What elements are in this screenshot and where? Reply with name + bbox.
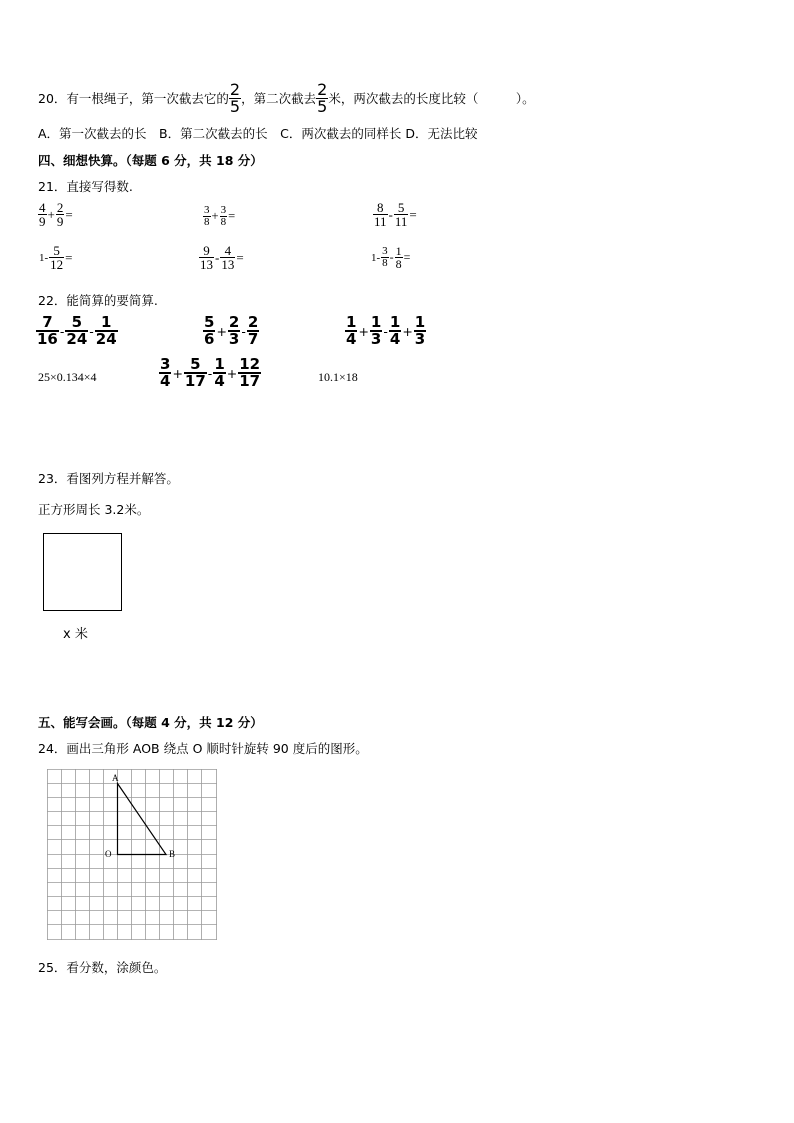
fraction: $\frac{5}{12}$ bbox=[50, 243, 64, 272]
fraction: $\frac{3}{8}$ bbox=[220, 204, 227, 228]
fraction: $\frac{4}{9}$ bbox=[39, 200, 46, 229]
q22-title: 22．能简算的要简算. bbox=[38, 293, 158, 308]
q22-expr-4: 25×0.134×4 bbox=[38, 370, 97, 384]
q23-desc: 正方形周长 3.2米。 bbox=[38, 502, 150, 517]
point-b-label: B bbox=[169, 849, 176, 859]
q20-options: A．第一次截去的长 B．第二次截去的长 C．两次截去的同样长 D．无法比较 bbox=[38, 126, 478, 141]
q21-expr-6: 1- $\frac{3}{8}$ - $\frac{1}{8}$ = bbox=[371, 244, 411, 271]
q21-expr-5: $\frac{9}{13}$ - $\frac{4}{13}$ = bbox=[200, 243, 244, 272]
q20-fraction-1: $\frac{2}{5}$ bbox=[229, 79, 241, 116]
fraction: $\frac{5}{6}$ bbox=[204, 313, 215, 348]
q20-suffix: 米，两次截去的长度比较（ ）。 bbox=[328, 91, 535, 106]
fraction: $\frac{2}{9}$ bbox=[56, 200, 64, 229]
q21-title: 21．直接写得数. bbox=[38, 179, 133, 194]
fraction: $\frac{1}{4}$ bbox=[214, 355, 225, 390]
q23-title: 23．看图列方程并解答。 bbox=[38, 471, 179, 486]
q22-expr-5: $\frac{3}{4}$ + $\frac{5}{17}$ - $\frac{1}{4}$ + $\frac{12}{17}$ bbox=[160, 355, 261, 390]
q24-grid-svg bbox=[47, 769, 217, 940]
fraction: $\frac{5}{24}$ bbox=[66, 313, 88, 348]
fraction: $\frac{7}{16}$ bbox=[37, 313, 58, 348]
point-o-label: O bbox=[105, 849, 112, 859]
fraction: $\frac{12}{17}$ bbox=[239, 355, 261, 390]
q23-square bbox=[43, 533, 122, 611]
q20-stem bbox=[38, 78, 535, 118]
q22-expr-2: $\frac{5}{6}$ + $\frac{2}{3}$ - $\frac{2}{7}$ bbox=[204, 313, 259, 348]
q24-title: 24．画出三角形 AOB 绕点 O 顺时针旋转 90 度后的图形。 bbox=[38, 741, 368, 756]
fraction: $\frac{1}{3}$ bbox=[370, 313, 382, 348]
fraction: $\frac{9}{13}$ bbox=[200, 243, 213, 272]
q22-expr-6: 10.1×18 bbox=[318, 370, 358, 384]
fraction: $\frac{3}{8}$ bbox=[382, 245, 388, 269]
fraction: $\frac{1}{24}$ bbox=[95, 313, 117, 348]
q22-expr-3: $\frac{1}{4}$ + $\frac{1}{3}$ - $\frac{1}{4}$ + $\frac{1}{3}$ bbox=[346, 313, 426, 348]
q25-title: 25．看分数，涂颜色。 bbox=[38, 960, 167, 975]
fraction: $\frac{3}{4}$ bbox=[160, 355, 171, 390]
q21-expr-1: $\frac{4}{9}$ + $\frac{2}{9}$ = bbox=[39, 200, 73, 229]
fraction: $\frac{8}{11}$ bbox=[374, 200, 387, 229]
q20-prefix: 20．有一根绳子，第一次截去它的 bbox=[38, 91, 229, 106]
q20-fraction-2: $\frac{2}{5}$ bbox=[317, 79, 328, 116]
fraction: $\frac{1}{8}$ bbox=[395, 244, 402, 271]
fraction: $\frac{5}{17}$ bbox=[184, 355, 206, 390]
fraction: $\frac{3}{8}$ bbox=[204, 204, 210, 228]
fraction: $\frac{1}{4}$ bbox=[346, 313, 357, 348]
fraction: $\frac{4}{13}$ bbox=[221, 243, 235, 272]
q21-expr-4: 1- $\frac{5}{12}$ = bbox=[39, 243, 73, 272]
triangle-aob bbox=[118, 784, 167, 855]
q23-side-label: x 米 bbox=[63, 627, 88, 642]
fraction: $\frac{5}{11}$ bbox=[394, 200, 408, 229]
q21-expr-2: $\frac{3}{8}$ + $\frac{3}{8}$ = bbox=[204, 204, 236, 228]
q20-mid: ，第二次截去 bbox=[241, 91, 317, 106]
q21-expr-3: $\frac{8}{11}$ - $\frac{5}{11}$ = bbox=[374, 200, 417, 229]
fraction: $\frac{1}{4}$ bbox=[389, 313, 401, 348]
q24-grid bbox=[47, 769, 217, 940]
point-a-label: A bbox=[112, 773, 119, 783]
fraction: $\frac{2}{3}$ bbox=[228, 313, 240, 348]
q22-expr-1: $\frac{7}{16}$ - $\frac{5}{24}$ - $\frac{1}{24}$ bbox=[37, 313, 117, 348]
section4-title: 四、细想快算。（每题 6 分，共 18 分） bbox=[38, 153, 263, 168]
section5-title: 五、能写会画。（每题 4 分，共 12 分） bbox=[38, 715, 263, 730]
fraction: $\frac{1}{3}$ bbox=[414, 313, 426, 348]
fraction: $\frac{2}{7}$ bbox=[247, 313, 259, 348]
